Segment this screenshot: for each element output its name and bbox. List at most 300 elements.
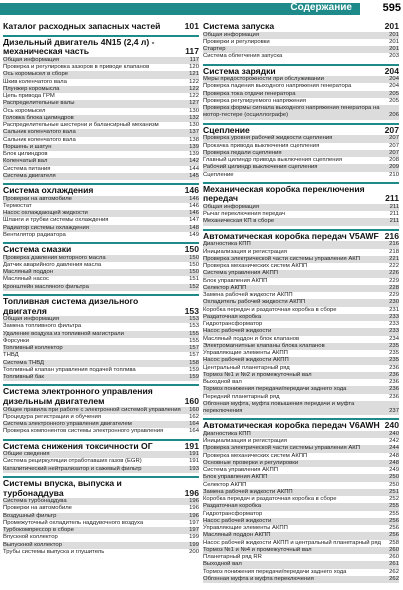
section-page-number: 117 xyxy=(185,46,199,57)
entry-title: Выходной вал xyxy=(203,379,242,386)
section-title: Система зарядки xyxy=(203,65,276,76)
entry-page-number: 256 xyxy=(389,517,399,524)
section-heading[interactable] xyxy=(3,294,199,316)
entry-page-number: 260 xyxy=(389,546,399,553)
entry-title: Шланги и трубки системы охлаждения xyxy=(3,217,109,224)
toc-entry[interactable] xyxy=(203,386,399,393)
entry-title: Удаление воздуха из топливной магистрали xyxy=(3,330,124,337)
section-title: Системы впуска, выпуска и турбонаддува xyxy=(3,477,122,498)
toc-entry[interactable] xyxy=(203,76,399,83)
toc-entry[interactable] xyxy=(203,445,399,452)
toc-entry[interactable] xyxy=(3,505,199,512)
entry-title: Масляный поддон xyxy=(3,269,53,276)
toc-entry[interactable] xyxy=(3,64,199,71)
entry-title: Масляный поддон АКПП xyxy=(203,532,271,539)
entry-page-number: 197 xyxy=(189,527,199,534)
toc-entry[interactable] xyxy=(203,32,399,39)
entry-page-number: 159 xyxy=(189,366,199,373)
toc-entry[interactable] xyxy=(203,511,399,518)
section-heading[interactable] xyxy=(3,476,199,498)
toc-entry[interactable] xyxy=(203,496,399,503)
toc-section xyxy=(203,418,399,583)
entry-page-number: 237 xyxy=(389,408,399,415)
entry-page-number: 122 xyxy=(189,85,199,92)
entry-page-number: 256 xyxy=(389,532,399,539)
toc-entry[interactable] xyxy=(203,46,399,53)
toc-section xyxy=(3,22,199,32)
entry-page-number: 153 xyxy=(189,316,199,323)
toc-entry[interactable] xyxy=(203,204,399,211)
section-heading[interactable] xyxy=(203,182,399,204)
entry-page-number: 260 xyxy=(389,554,399,561)
entry-title: Прокачка привода выключения сцепления xyxy=(203,142,320,149)
section-title: Система снижения токсичности ОГ xyxy=(3,440,153,451)
toc-section xyxy=(3,294,199,381)
section-heading[interactable] xyxy=(203,123,399,136)
section-title: Автоматическая коробка передач V5AWF xyxy=(203,230,379,241)
entry-title: Блок управления АКПП xyxy=(203,474,268,481)
entry-title: Основные проверки и регулировки xyxy=(203,459,299,466)
entry-page-number: 145 xyxy=(189,172,199,179)
entry-title: Проверка тока отдачи генератора xyxy=(203,90,296,97)
entry-title: Тормоз понижения передачи/передачи заднего хода xyxy=(203,568,347,575)
entry-page-number: 158 xyxy=(189,359,199,366)
entry-page-number: 244 xyxy=(389,445,399,452)
toc-entry[interactable] xyxy=(3,374,199,381)
entry-title: Насос рабочей жидкости АКПП и центральный планетарный ряд xyxy=(203,539,381,546)
toc-entry[interactable] xyxy=(203,256,399,263)
toc-entry[interactable] xyxy=(203,576,399,583)
entry-title: Система облегчения запуска xyxy=(203,53,283,60)
entry-title: Головка блока цилиндров xyxy=(3,114,74,121)
entry-title: Кронштейн масляного фильтра xyxy=(3,283,89,290)
entry-page-number: 216 xyxy=(389,241,399,248)
toc-entry[interactable] xyxy=(203,372,399,379)
section-page-number: 201 xyxy=(384,21,399,31)
section-heading[interactable] xyxy=(3,439,199,452)
toc-entry[interactable] xyxy=(203,336,399,343)
toc-entry[interactable] xyxy=(203,83,399,90)
toc-column-left xyxy=(3,22,199,559)
section-page-number: 160 xyxy=(184,396,199,406)
entry-page-number: 191 xyxy=(189,458,199,465)
entry-page-number: 240 xyxy=(389,430,399,437)
entry-page-number: 117 xyxy=(189,56,199,63)
entry-page-number: 122 xyxy=(189,78,199,85)
entry-page-number: 153 xyxy=(189,323,199,330)
toc-entry[interactable] xyxy=(3,122,199,129)
toc-entry[interactable] xyxy=(3,57,199,64)
entry-page-number: 211 xyxy=(389,218,399,225)
toc-entry[interactable] xyxy=(203,91,399,98)
entry-page-number: 258 xyxy=(389,539,399,546)
entry-title: Поршень и шатун xyxy=(3,143,52,150)
toc-entry[interactable] xyxy=(203,172,399,179)
toc-entry[interactable] xyxy=(3,217,199,224)
entry-title: Топливный коллектор xyxy=(3,345,63,352)
entry-title: Планетарный ряд RR xyxy=(203,554,262,561)
section-heading[interactable] xyxy=(3,35,199,57)
toc-entry[interactable] xyxy=(203,532,399,539)
entry-title: Диагностика КПП xyxy=(203,430,251,437)
toc-entry[interactable] xyxy=(203,307,399,314)
entry-page-number: 130 xyxy=(189,107,199,114)
page-title: Содержание xyxy=(290,2,352,13)
entry-page-number: 251 xyxy=(389,488,399,495)
entry-page-number: 142 xyxy=(189,158,199,165)
toc-entry[interactable] xyxy=(203,211,399,218)
entry-page-number: 196 xyxy=(189,498,199,505)
entry-page-number: 207 xyxy=(389,135,399,142)
entry-title: Проверка электрической части системы управления АКП xyxy=(203,445,360,452)
toc-entry[interactable] xyxy=(3,534,199,541)
entry-page-number: 197 xyxy=(189,519,199,526)
entry-title: Цепь привода ГРМ xyxy=(3,93,55,100)
entry-title: Электромагнитные клапаны блока клапанов xyxy=(203,342,325,349)
toc-entry[interactable] xyxy=(3,520,199,527)
entry-page-number: 236 xyxy=(389,386,399,393)
entry-title: Замена рабочей жидкости АКПП xyxy=(203,488,293,495)
entry-title: Проверки на автомобиле xyxy=(3,505,72,512)
toc-entry[interactable] xyxy=(3,428,199,435)
section-title: Топливная система дизельного двигателя xyxy=(3,295,139,316)
toc-entry[interactable] xyxy=(203,394,399,401)
toc-entry[interactable] xyxy=(3,232,199,239)
toc-entry[interactable] xyxy=(3,71,199,78)
entry-title: Турбокомпрессор в сборе xyxy=(3,527,74,534)
entry-title: Проверка давления моторного масла xyxy=(3,254,106,261)
entry-title: Система ТНВД xyxy=(3,359,45,366)
entry-page-number: 255 xyxy=(389,503,399,510)
section-heading[interactable] xyxy=(203,418,399,431)
section-page-number: 196 xyxy=(184,487,199,498)
entry-title: Общие сведения xyxy=(3,451,50,458)
entry-title: Меры предосторожности при обслуживании xyxy=(203,76,324,83)
toc-section xyxy=(203,229,399,416)
toc-entry[interactable] xyxy=(3,542,199,549)
entry-title: Система рециркуляции отработавших газов (EGR) xyxy=(3,458,142,465)
entry-title: Проверка механических систем АКПП xyxy=(203,452,308,459)
entry-title: Раздаточная коробка xyxy=(203,503,262,510)
toc-column-right xyxy=(203,22,399,586)
entry-page-number: 151 xyxy=(189,276,199,283)
toc-entry[interactable] xyxy=(203,365,399,372)
entry-page-number: 150 xyxy=(189,269,199,276)
section-heading[interactable] xyxy=(3,242,199,255)
entry-page-number: 233 xyxy=(389,313,399,320)
entry-page-number: 152 xyxy=(189,283,199,290)
toc-entry[interactable] xyxy=(3,498,199,505)
toc-entry[interactable] xyxy=(203,328,399,335)
entry-page-number: 146 xyxy=(189,195,199,202)
entry-title: Сцепление xyxy=(203,171,234,178)
entry-page-number: 196 xyxy=(189,505,199,512)
section-page-number: 204 xyxy=(384,65,399,76)
toc-entry[interactable] xyxy=(3,316,199,323)
entry-title: Главный цилиндр привода выключения сцепления xyxy=(203,157,343,164)
section-title: Дизельный двигатель 4N15 (2,4 л) - механическая часть xyxy=(3,36,155,57)
toc-entry[interactable] xyxy=(3,284,199,291)
entry-title: Ось коромысел xyxy=(3,107,46,114)
section-heading[interactable] xyxy=(203,64,399,77)
entry-title: Проверка педали сцепления xyxy=(203,149,282,156)
toc-entry[interactable] xyxy=(3,466,199,473)
toc-entry[interactable] xyxy=(3,86,199,93)
toc-section xyxy=(3,183,199,239)
toc-entry[interactable] xyxy=(203,314,399,321)
toc-entry[interactable] xyxy=(3,115,199,122)
toc-entry[interactable] xyxy=(3,137,199,144)
entry-title: Тормоз №1 и №2 и промежуточный вал xyxy=(203,371,312,378)
entry-page-number: 146 xyxy=(189,202,199,209)
entry-page-number: 203 xyxy=(389,53,399,60)
entry-title: Термостат xyxy=(3,202,32,209)
entry-title: Проверка компонентов системы электронного управления xyxy=(3,428,164,435)
entry-page-number: 255 xyxy=(389,510,399,517)
section-page-number: 211 xyxy=(385,193,399,204)
entry-title: Инициализация и регистрация xyxy=(203,248,287,255)
entry-page-number: 210 xyxy=(389,171,399,178)
entry-title: Процедура регистрации и обучения xyxy=(3,413,101,420)
toc-entry[interactable] xyxy=(203,150,399,157)
entry-page-number: 155 xyxy=(189,337,199,344)
entry-title: Замена рабочей жидкости АКПП xyxy=(203,292,293,299)
toc-entry[interactable] xyxy=(203,249,399,256)
entry-page-number: 236 xyxy=(389,379,399,386)
toc-section xyxy=(203,22,399,61)
toc-entry[interactable] xyxy=(203,401,399,416)
toc-entry[interactable] xyxy=(3,352,199,359)
toc-entry[interactable] xyxy=(203,278,399,285)
entry-page-number: 200 xyxy=(189,548,199,555)
toc-entry[interactable] xyxy=(203,218,399,225)
entry-title: Тормоз №1 и №4 и промежуточный вал xyxy=(203,546,312,553)
entry-page-number: 199 xyxy=(189,541,199,548)
toc-entry[interactable] xyxy=(203,39,399,46)
toc-entry[interactable] xyxy=(203,241,399,248)
toc-entry[interactable] xyxy=(203,53,399,60)
toc-entry[interactable] xyxy=(203,489,399,496)
entry-page-number: 206 xyxy=(389,112,399,119)
toc-entry[interactable] xyxy=(203,343,399,350)
section-title: Система смазки xyxy=(3,244,72,255)
section-heading[interactable] xyxy=(3,384,199,406)
entry-page-number: 144 xyxy=(189,165,199,172)
entry-title: Трубы системы выпуска и глушитель xyxy=(3,548,105,555)
toc-entry[interactable] xyxy=(203,431,399,438)
entry-title: Датчик аварийного давления масла xyxy=(3,261,102,268)
entry-page-number: 207 xyxy=(389,149,399,156)
entry-title: Воздушный фильтр xyxy=(3,512,57,519)
entry-title: Охладитель рабочей жидкости АКПП xyxy=(203,299,306,306)
entry-title: Проверка электрической части системы управления АКП xyxy=(203,255,360,262)
entry-title: Система питания xyxy=(3,165,51,172)
entry-page-number: 132 xyxy=(189,114,199,121)
toc-entry[interactable] xyxy=(203,453,399,460)
entry-title: Насос рабочей жидкости xyxy=(203,517,272,524)
section-heading[interactable] xyxy=(203,229,399,242)
toc-entry[interactable] xyxy=(203,263,399,270)
entry-page-number: 139 xyxy=(189,143,199,150)
entry-page-number: 233 xyxy=(389,321,399,328)
toc-entry[interactable] xyxy=(203,357,399,364)
entry-title: Механическая КП в сборе xyxy=(203,218,275,225)
entry-title: Тормоз понижения передачи/передачи заднего хода xyxy=(203,386,347,393)
entry-title: Общая информация xyxy=(203,31,260,38)
toc-section xyxy=(3,384,199,435)
toc-entry[interactable] xyxy=(203,379,399,386)
toc-entry[interactable] xyxy=(3,100,199,107)
toc-entry[interactable] xyxy=(3,166,199,173)
section-page-number: 146 xyxy=(184,185,199,196)
toc-entry[interactable] xyxy=(203,135,399,142)
entry-title: Коробка передач и раздаточная коробка в сборе xyxy=(203,496,337,503)
toc-entry[interactable] xyxy=(203,474,399,481)
entry-title: Выходной вал xyxy=(203,561,242,568)
entry-page-number: 157 xyxy=(189,352,199,359)
entry-page-number: 236 xyxy=(389,393,399,400)
toc-section xyxy=(203,64,399,120)
entry-title: Инициализация и регистрация xyxy=(203,438,287,445)
toc-entry[interactable] xyxy=(203,143,399,150)
entry-page-number: 218 xyxy=(389,248,399,255)
entry-page-number: 250 xyxy=(389,481,399,488)
entry-title: Система двигателя xyxy=(3,172,56,179)
toc-entry[interactable] xyxy=(203,105,399,120)
entry-page-number: 236 xyxy=(389,371,399,378)
entry-page-number: 249 xyxy=(389,467,399,474)
entry-page-number: 231 xyxy=(389,306,399,313)
toc-entry[interactable] xyxy=(3,323,199,330)
toc-entry[interactable] xyxy=(3,331,199,338)
entry-page-number: 209 xyxy=(389,164,399,171)
entry-page-number: 122 xyxy=(189,93,199,100)
toc-entry[interactable] xyxy=(203,540,399,547)
entry-title: Система турбонаддува xyxy=(3,498,67,505)
toc-entry[interactable] xyxy=(203,285,399,292)
entry-page-number: 138 xyxy=(189,136,199,143)
toc-entry[interactable] xyxy=(3,458,199,465)
entry-title: Рабочий цилиндр выключения сцепления xyxy=(203,164,318,171)
entry-page-number: 208 xyxy=(389,157,399,164)
section-page-number: 101 xyxy=(184,21,199,31)
toc-section xyxy=(3,242,199,291)
toc-entry[interactable] xyxy=(3,513,199,520)
toc-entry[interactable] xyxy=(203,299,399,306)
toc-entry[interactable] xyxy=(3,108,199,115)
entry-title: Система электронного управления двигателем xyxy=(3,421,132,428)
toc-entry[interactable] xyxy=(3,158,199,165)
entry-title: Выпускной коллектор xyxy=(3,541,62,548)
toc-section xyxy=(3,35,199,180)
entry-title: Проверка формы сигнала выходного напряжения генератора на мотор-тестере (осциллографе) xyxy=(203,105,380,119)
toc-entry[interactable] xyxy=(203,164,399,171)
entry-title: Обгонная муфта, муфта повышения передачи и муфта переключения xyxy=(203,400,355,415)
entry-title: Проверки на автомобиле xyxy=(3,195,72,202)
entry-title: Коробка передач и раздаточная коробка в сборе xyxy=(203,306,337,313)
toc-entry[interactable] xyxy=(203,518,399,525)
section-heading[interactable] xyxy=(203,22,399,32)
entry-page-number: 262 xyxy=(389,568,399,575)
entry-page-number: 201 xyxy=(389,38,399,45)
toc-entry[interactable] xyxy=(203,98,399,105)
entry-page-number: 157 xyxy=(189,345,199,352)
toc-entry[interactable] xyxy=(3,196,199,203)
entry-title: Управляющие элементы АКПП xyxy=(203,525,288,532)
entry-page-number: 262 xyxy=(389,575,399,582)
toc-entry[interactable] xyxy=(203,467,399,474)
toc-entry[interactable] xyxy=(203,561,399,568)
section-page-number: 207 xyxy=(384,124,399,135)
entry-page-number: 130 xyxy=(189,122,199,129)
toc-entry[interactable] xyxy=(3,276,199,283)
section-title: Система охлаждения xyxy=(3,185,94,196)
toc-entry[interactable] xyxy=(3,93,199,100)
toc-entry[interactable] xyxy=(3,414,199,421)
section-heading[interactable] xyxy=(3,183,199,196)
entry-title: Управляющие элементы АКПП xyxy=(203,350,288,357)
toc-entry[interactable] xyxy=(3,255,199,262)
toc-entry[interactable] xyxy=(3,549,199,556)
entry-title: Промежуточный охладитель наддувочного воздуха xyxy=(3,519,144,526)
entry-page-number: 164 xyxy=(189,421,199,428)
entry-title: Рычаг переключения передач xyxy=(203,211,285,218)
page-number: 595 xyxy=(382,2,401,14)
toc-entry[interactable] xyxy=(203,270,399,277)
toc-entry[interactable] xyxy=(3,345,199,352)
entry-title: Система управления АКПП xyxy=(203,270,278,277)
entry-title: Вентилятор радиатора xyxy=(3,231,66,238)
entry-page-number: 148 xyxy=(189,224,199,231)
section-heading[interactable] xyxy=(3,22,199,32)
toc-entry[interactable] xyxy=(3,407,199,414)
entry-page-number: 150 xyxy=(189,254,199,261)
toc-section xyxy=(203,182,399,226)
section-page-number: 216 xyxy=(384,230,399,241)
entry-page-number: 139 xyxy=(189,151,199,158)
toc-entry[interactable] xyxy=(3,79,199,86)
toc-entry[interactable] xyxy=(3,129,199,136)
entry-page-number: 205 xyxy=(389,90,399,97)
entry-page-number: 121 xyxy=(189,71,199,78)
entry-page-number: 147 xyxy=(189,217,199,224)
entry-title: Коленчатый вал xyxy=(3,158,48,165)
entry-title: Центральный планетарный ряд xyxy=(203,364,290,371)
section-page-number: 191 xyxy=(184,440,199,451)
toc-entry[interactable] xyxy=(3,225,199,232)
entry-title: Насос рабочей жидкости АКПП xyxy=(203,357,289,364)
toc-entry[interactable] xyxy=(203,569,399,576)
toc-entry[interactable] xyxy=(203,460,399,467)
toc-entry[interactable] xyxy=(3,360,199,367)
entry-title: Гидротрансформатор xyxy=(203,510,263,517)
section-page-number: 240 xyxy=(384,420,399,431)
toc-entry[interactable] xyxy=(3,144,199,151)
toc-entry[interactable] xyxy=(203,482,399,489)
entry-page-number: 228 xyxy=(389,284,399,291)
toc-entry[interactable] xyxy=(3,451,199,458)
toc-entry[interactable] xyxy=(203,503,399,510)
entry-page-number: 149 xyxy=(189,231,199,238)
entry-page-number: 211 xyxy=(389,203,399,210)
entry-page-number: 256 xyxy=(389,525,399,532)
section-title: Сцепление xyxy=(203,124,250,135)
toc-entry[interactable] xyxy=(3,173,199,180)
toc-entry[interactable] xyxy=(3,210,199,217)
toc-entry[interactable] xyxy=(3,421,199,428)
entry-page-number: 160 xyxy=(189,406,199,413)
section-page-number: 153 xyxy=(184,305,199,316)
